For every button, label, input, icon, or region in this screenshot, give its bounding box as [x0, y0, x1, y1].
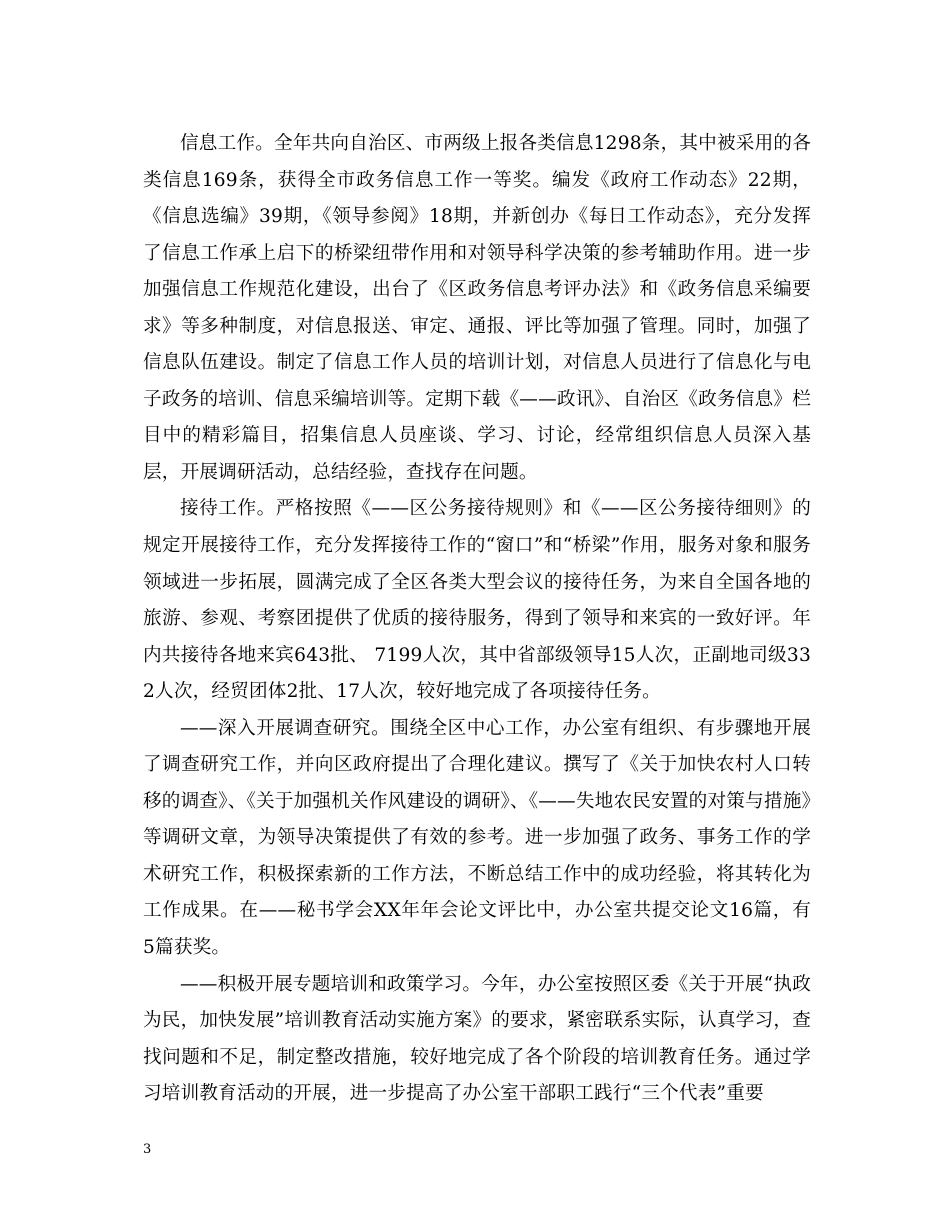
paragraph-reception-work: 接待工作。严格按照《——区公务接待规则》和《——区公务接待细则》的规定开展接待工作，充分发挥接待工作的“窗口”和“桥梁”作用，服务对象和服务领域进一步拓展，圆满完成了全区各类大型会议的接待任务，为来自全国各地的旅游、参观、考察团提供了优质的接待服务，得到了领导和来宾的一致好评。年内共接待各地来宾643批、 7199人次，其中省部级领导15人次，正副地司级332人次，经贸团体2批、17人次，较好地完成了各项接待任务。	[143, 498, 811, 703]
paragraph-information-work: 信息工作。全年共向自治区、市两级上报各类信息1298条，其中被采用的各类信息169条，获得全市政务信息工作一等奖。编发《政府工作动态》22期，《信息选编》39期，《领导参阅》18期，并新创办《每日工作动态》，充分发挥了信息工作承上启下的桥梁纽带作用和对领导科学决策的参考辅助作用。进一步加强信息工作规范化建设，出台了《区政务信息考评办法》和《政务信息采编要求》等多种制度，对信息报送、审定、通报、评比等加强了管理。同时，加强了信息队伍建设。制定了信息工作人员的培训计划，对信息人员进行了信息化与电子政务的培训、信息采编培训等。定期下载《——政讯》、自治区《政务信息》栏目中的精彩篇目，招集信息人员座谈、学习、讨论，经常组织信息人员深入基层，开展调研活动，总结经验，查找存在问题。	[143, 133, 811, 483]
paragraph-training-study: ——积极开展专题培训和政策学习。今年，办公室按照区委《关于开展“执政为民，加快发展”培训教育活动实施方案》的要求，紧密联系实际，认真学习，查找问题和不足，制定整改措施，较好地完成了各个阶段的培训教育任务。通过学习培训教育活动的开展，进一步提高了办公室干部职工践行“三个代表”重要	[143, 973, 811, 1105]
document-body	[143, 126, 811, 1113]
paragraph-investigation-research: ——深入开展调查研究。围绕全区中心工作，办公室有组织、有步骤地开展了调查研究工作，并向区政府提出了合理化建议。撰写了《关于加快农村人口转移的调查》、《关于加强机关作风建设的调研》、《——失地农民安置的对策与措施》等调研文章，为领导决策提供了有效的参考。进一步加强了政务、事务工作的学术研究工作，积极探索新的工作方法，不断总结工作中的成功经验，将其转化为工作成果。在——秘书学会XX年年会论文评比中，办公室共提交论文16篇，有 5篇获奖。	[143, 717, 811, 959]
page-number: 3	[143, 1142, 152, 1157]
